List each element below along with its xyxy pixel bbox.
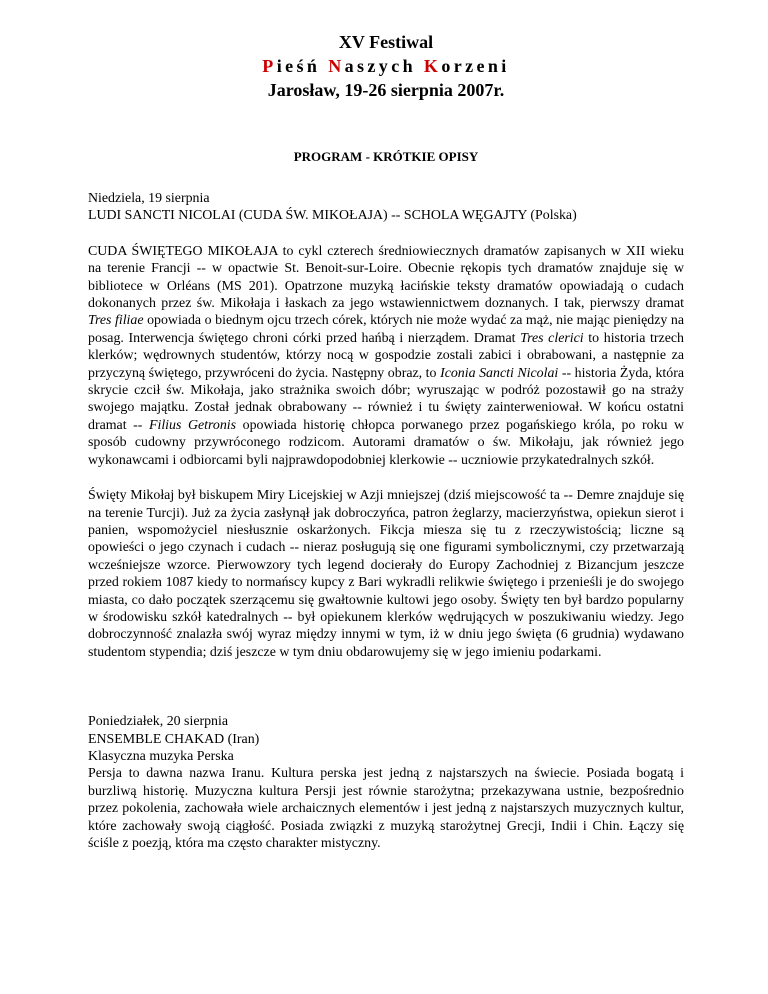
day2-genre: Klasyczna muzyka Perska: [88, 748, 234, 764]
program-title: PROGRAM - KRÓTKIE OPISY: [293, 149, 479, 164]
festival-place-date: Jarosław, 19-26 sierpnia 2007r.: [267, 80, 505, 100]
title-part: K: [423, 56, 442, 76]
text-run: CUDA ŚWIĘTEGO MIKOŁAJA to cykl czterech średniowiecznych dramatów zapisanych w XII wieku na terenie Francji -- w opactwie St. Benoit-sur-Loire. Obecnie rękopis tych dramatów znajduje się w bibliotece w Orléans (MS 201). Opatrzone muzyką łacińskie teksty dramatów opowiadają o cudach dokonanych przez św. Mikołaja i łaskach za jego wstawiennictwem doznanych. I tak, pierwszy dramat: [88, 243, 684, 312]
title-part: N: [328, 56, 345, 76]
title-italic: Filius Getronis: [148, 417, 237, 433]
title-italic: Iconia Sancti Nicolai: [440, 365, 559, 381]
title-part: aszych: [344, 56, 424, 76]
title-italic: Tres filiae: [88, 313, 144, 329]
day2-description: Persja to dawna nazwa Iranu. Kultura perska jest jedną z najstarszych na świecie. Posiada bogatą i burzliwą historię. Muzyczna kultura Persji jest równie starożytna; przekazywana ustnie, bezpośrednio przez pokolenia, zachowała wiele archaicznych elementów i jest jedną z najstarszych muzycznych kultur, które zachowały swoją ciągłość. Posiada związki z muzyką starożytnej Grecji, Indii i Chin. Łączy się ściśle z poezją, która ma często charakter mistyczny.: [88, 766, 684, 851]
document-page: [88, 30, 684, 852]
title-part: orzeni: [441, 56, 510, 76]
day1-paragraph-2: Święty Mikołaj był biskupem Miry Licejskiej w Azji mniejszej (dziś miejscowość ta -- Demre znajduje się na terenie Turcji). Już za życia zasłynął jak dobroczyńca, patron żeglarzy, macierzyństwa, opiekun sierot i panien, wspomożyciel niesłusznie oskarżonych. Fikcja miesza się tu z rzeczywistością; liczne są opowieści o jego czynach i cudach -- nieraz posługują się one figurami symbolicznymi, czy przetwarzają wcześniejsze wzorce. Pierwowzory tych legend docierały do Europy Zachodniej z Bizancjum jeszcze przed rokiem 1087 kiedy to normańscy kupcy z Bari wykradli relikwie świętego i przenieśli je do swojego miasta, co dało początek szerzącemu się gwałtownie kultowi jego osoby. Święty ten był bardzo popularny w środowisku szkół katedralnych -- był opiekunem klerków wędrujących w poszukiwaniu wiedzy. Jego dobroczynność znalazła swój wyraz między innymi w tym, iż w dniu jego święta (6 grudnia) wydawano studentom stypendia; dziś jeszcze w tym dniu obdarowujemy się w jego imieniu podarkami.: [88, 488, 684, 660]
day1-paragraph-1: [88, 243, 684, 469]
text-run: to historia trzech klerków; wędrownych studentów, którzy nocą w gospodzie zostali zabici i obrabowani, a następnie za przyczyną świętego, przywróceni do życia. Następny obraz, to: [88, 330, 684, 381]
title-italic: Tres clerici: [520, 330, 584, 346]
day1-heading: [88, 190, 684, 225]
day2-section: [88, 713, 684, 852]
day2-ensemble: ENSEMBLE CHAKAD (Iran): [88, 731, 260, 747]
text-run: opowiada historię chłopca porwanego przez pogańskiego króla, po roku w sposób cudowny przywróconego rodzicom. Autorami dramatów o św. Mikołaju, jak również jego wykonawcami i odbiorcami byli najprawdopodobniej klerkowie -- uczniowie przykatedralnych szkół.: [88, 417, 685, 468]
festival-header: [88, 30, 684, 102]
day1-performance: LUDI SANCTI NICOLAI (CUDA ŚW. MIKOŁAJA) -- SCHOLA WĘGAJTY (Polska): [88, 208, 577, 224]
day1-date: Niedziela, 19 sierpnia: [88, 191, 210, 206]
text-run: opowiada o biednym ojcu trzech córek, których nie może wydać za mąż, nie mając pieniędzy na posag. Interwencja świętego chroni córki przed hańbą i nierządem. Dramat: [88, 313, 684, 346]
text-run: -- historia Żyda, która skrycie czcił św. Mikołaja, jako strażnika swoich dóbr; wyruszając w podróż pozostawił go na straży swojego majątku. Został jednak obrabowany -- również i tu święty zainterweniował. W końcu ostatni dramat --: [88, 365, 684, 433]
festival-title: [88, 54, 684, 78]
title-part: ieśń: [276, 56, 329, 76]
festival-edition: XV Festiwal: [338, 32, 434, 52]
title-part: P: [262, 56, 277, 76]
day2-date: Poniedziałek, 20 sierpnia: [88, 714, 229, 730]
